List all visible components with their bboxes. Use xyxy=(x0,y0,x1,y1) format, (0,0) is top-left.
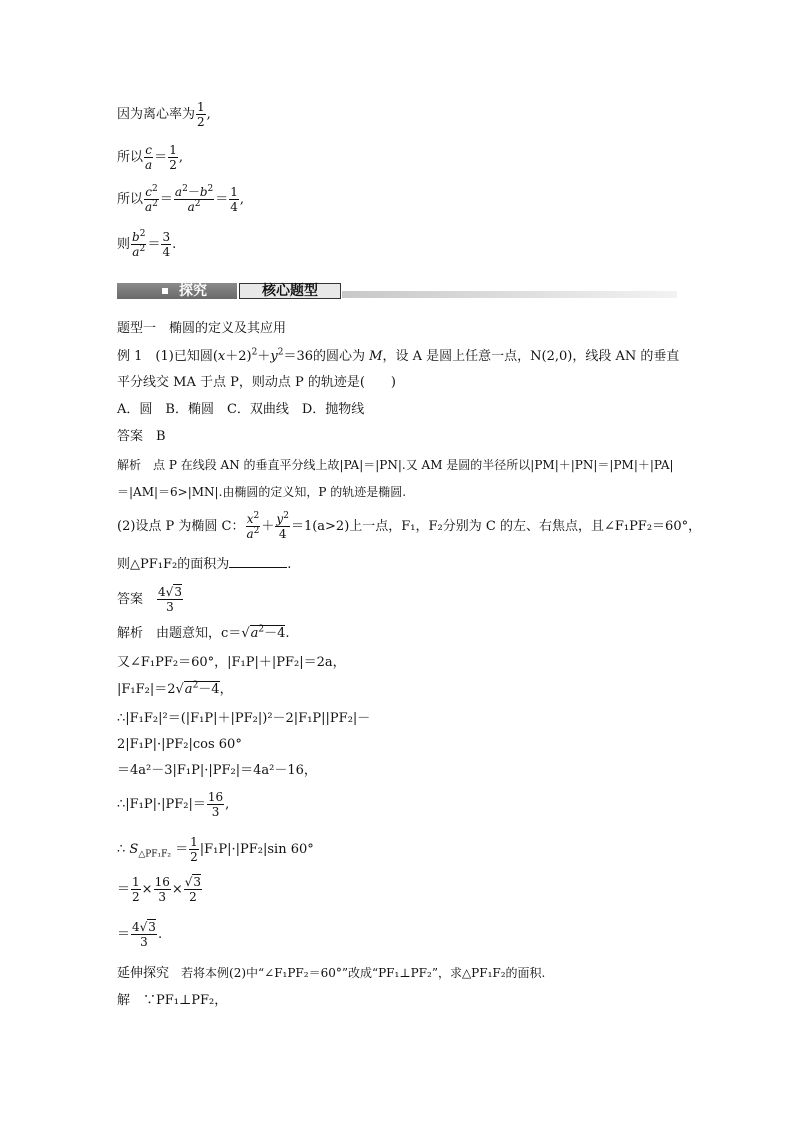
example1-options: A．圆 B．椭圆 C．双曲线 D．抛物线 xyxy=(117,402,365,417)
solution-text: ∵PF₁⊥PF₂， xyxy=(143,993,228,1008)
extension-text: 若将本例(2)中“∠F₁PF₂＝60°”改成“PF₁⊥PF₂”，求△PF₁F₂的面积. xyxy=(181,966,546,980)
example-label: 例 1 xyxy=(117,349,143,364)
step-3: ∴|F₁F₂|²＝(|F₁P|＋|PF₂|)²－2|F₁P||PF₂|－ xyxy=(117,711,371,726)
answer2 xyxy=(117,585,184,614)
banner-right-label: 核心题型 xyxy=(239,283,341,299)
step-1: 又∠F₁PF₂＝60°，|F₁P|＋|PF₂|＝2a， xyxy=(117,655,346,670)
answer-value: B xyxy=(156,429,166,444)
step-5: ＝4a²－3|F₁P|·|PF₂|＝4a²－16， xyxy=(117,763,317,778)
solution-label: 解 xyxy=(117,993,131,1008)
solution xyxy=(117,992,227,1010)
p1-mid: 的圆心为 xyxy=(313,349,366,364)
analysis2-text: 由题意知，c＝ xyxy=(156,626,242,641)
step-4: 2|F₁P|·|PF₂|cos 60° xyxy=(117,737,242,752)
text-because: 因为离心率为 xyxy=(117,107,196,122)
analysis-label: 解析 xyxy=(117,458,142,472)
p2-line2-end: . xyxy=(287,557,292,572)
banner-fade xyxy=(342,291,677,298)
analysis-text-1: 点 P 在线段 AN 的垂直平分线上故|PA|＝|PN|.又 AM 是圆的半径所以|PM|＋|PN|＝|PM|＋|PA| xyxy=(153,458,674,472)
extension-label: 延伸探究 xyxy=(117,966,170,981)
extension xyxy=(117,964,545,983)
step6-text: ∴|F₁P|·|PF₂|＝ xyxy=(117,797,206,812)
text-then: 则 xyxy=(117,237,131,252)
p2-line2: 则△PF₁F₂的面积为 xyxy=(117,557,230,572)
analysis1-line1 xyxy=(117,456,674,474)
answer2-value: $\frac{4√3}{3}$ xyxy=(158,585,182,614)
answer1 xyxy=(117,428,166,446)
example1-line1: 例 1 (1)已知圆$(x+2)^2+y^2=36$的圆心为 M，设 A 是圆上任意一点，N(2,0)，线段 AN 的垂直 xyxy=(117,347,680,364)
section-title-text: 题型一 椭圆的定义及其应用 xyxy=(117,321,287,336)
step2-text: |F₁F₂|＝2 xyxy=(117,682,176,697)
line-b2-over-a2: 则 $\frac{b^2}{a^2}$ ＝ $\frac{3}{4}$ . xyxy=(117,229,177,259)
answer-blank xyxy=(229,555,287,568)
analysis1-line2: ＝|AM|＝6>|MN|.由椭圆的定义知，P 的轨迹是椭圆. xyxy=(117,485,407,499)
line-c2-over-a2: 所以 $\frac{c^2}{a^2}$ ＝ $\frac{a^2-b^2}{a^2}$ ＝ $\frac{1}{4}$ , xyxy=(117,184,245,214)
answer-label: 答案 xyxy=(117,429,144,444)
example1-line2: 平分线交 MA 于点 P，则动点 P 的轨迹是( ) xyxy=(117,375,396,390)
banner-bullet-icon xyxy=(162,288,168,294)
p1-prefix: (1)已知圆 xyxy=(155,349,213,364)
fraction-one-half: $\frac{1}{2}$ xyxy=(197,100,205,129)
section-banner xyxy=(117,283,677,301)
step-8: ＝ $\frac{1}{2}$ × $\frac{16}{3}$ × $\frac{√3}{2}$ xyxy=(117,875,202,904)
analysis2-line1: 解析 由题意知，$c=√a^2-4$. xyxy=(117,624,290,641)
banner-left-label: 探究 xyxy=(179,283,207,299)
p1-line1-end: ，设 A 是圆上任意一点，N(2,0)，线段 AN 的垂直 xyxy=(382,349,680,364)
p2-prefix: (2)设点 P 为椭圆 C： xyxy=(117,519,245,534)
step-7: ∴ $S_{\triangle PF_1F_2}$ ＝ $\frac{1}{2}$ |F₁P|·|PF₂|sin 60° xyxy=(117,835,314,864)
example2-line1: (2)设点 P 为椭圆 C： $\frac{x^2}{a^2}$ ＋ $\frac{y^2}{4}$ ＝1(a>2)上一点，F₁，F₂分别为 C 的左、右焦点，且∠F₁PF₂＝60°， xyxy=(117,511,702,541)
answer2-label: 答案 xyxy=(117,592,144,607)
banner-bar xyxy=(117,283,237,299)
text-so: 所以 xyxy=(117,150,144,165)
line-eccentricity: 因为离心率为 $\frac{1}{2}$ , xyxy=(117,100,211,129)
analysis2-label: 解析 xyxy=(117,626,144,641)
line-c-over-a: 所以 $\frac{c}{a}$ ＝ $\frac{1}{2}$ , xyxy=(117,143,183,172)
step-6: ∴|F₁P|·|PF₂|＝ $\frac{16}{3}$ , xyxy=(117,790,230,819)
step7-suffix: |F₁P|·|PF₂|sin 60° xyxy=(199,842,314,857)
step-2: $|F_1F_2|=2√a^2-4$， xyxy=(117,680,233,697)
example2-line2 xyxy=(117,555,291,574)
text-so-2: 所以 xyxy=(117,192,144,207)
step-9: ＝ $\frac{4√3}{3}$ . xyxy=(117,920,163,949)
p2-suffix: ＝1(a>2)上一点，F₁，F₂分别为 C 的左、右焦点，且∠F₁PF₂＝60°， xyxy=(290,519,702,534)
